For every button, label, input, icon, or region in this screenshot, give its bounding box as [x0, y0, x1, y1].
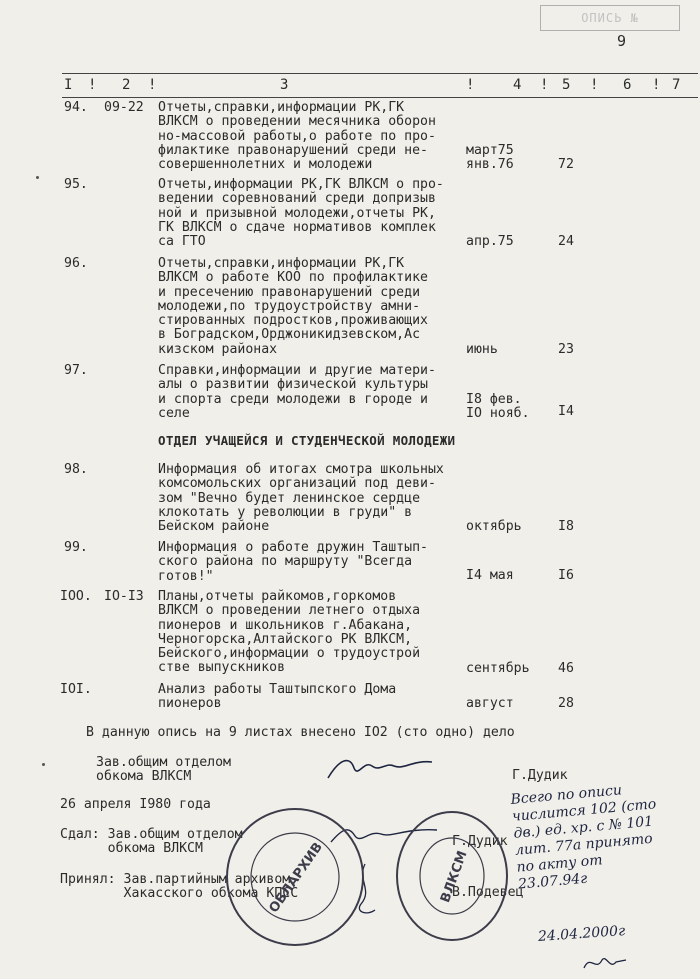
- row-item-count: 23: [558, 342, 574, 357]
- row-description: Информация о работе дружин Таштып- ского района по маршруту "Всегда готов!": [158, 540, 428, 584]
- row-number: 95.: [64, 177, 88, 192]
- row-item-count: I8: [558, 519, 574, 534]
- summary-line: В данную опись на 9 листах внесено IO2 (сто одно) дело: [86, 725, 515, 740]
- col-separator: !: [466, 77, 475, 93]
- col-separator: !: [652, 77, 661, 93]
- row-sheets: 09-22: [104, 100, 144, 115]
- archive-round-stamp: [220, 802, 370, 952]
- row-number: 99.: [64, 540, 88, 555]
- row-description: Информация об итогах смотра школьных комсомольских организаций под деви- зом "Вечно будет ленинское сердце клокотать у революции в груди" в Бейском районе: [158, 462, 444, 535]
- signer-title: Зав.общим отделом обкома ВЛКСМ: [96, 755, 231, 785]
- signer-name: Г.Дудик: [512, 768, 568, 783]
- document-date: 26 апреля I980 года: [60, 797, 211, 812]
- handwritten-date: 24.04.2000г: [537, 922, 626, 946]
- row-date: август: [466, 696, 514, 711]
- row-item-count: 24: [558, 234, 574, 249]
- row-description: Планы,отчеты райкомов,горкомов ВЛКСМ о проведении летнего отдыха пионеров и школьников г.Абакана, Черногорска,Алтайского РК ВЛКСМ, Бейского,информации о трудоустрой стве выпускников: [158, 589, 421, 676]
- col-header-1: I: [64, 77, 73, 93]
- row-description: Отчеты,справки,информации РК,ГК ВЛКСМ о проведении месячника оборон но-массовой работы,о работе по про- филактике правонарушений среди не- совершеннолетних и молодежи: [158, 100, 436, 173]
- svg-text:ОБЛАРХИВ: ОБЛАРХИВ: [266, 839, 326, 916]
- row-number: IOO.: [60, 589, 92, 604]
- row-description: Справки,информации и другие матери- алы о развитии физической культуры и спорта среди молодежи в городе и селе: [158, 363, 436, 421]
- row-description: Отчеты,справки,информации РК,ГК ВЛКСМ о работе КОО по профилактике и пресечению правонарушений среди молодежи,по трудоустройству амни- стированных подростков,проживающих в Боградском,Орджоникидзевском,Ас кизском районах: [158, 256, 428, 357]
- row-item-count: I4: [558, 404, 574, 419]
- col-header-3: 3: [280, 77, 289, 93]
- page-speck: [42, 763, 45, 766]
- row-date: июнь: [466, 342, 498, 357]
- row-date: октябрь: [466, 519, 522, 534]
- handwritten-initials: [580, 950, 630, 976]
- col-separator: !: [540, 77, 549, 93]
- row-item-count: 28: [558, 696, 574, 711]
- row-date: апр.75: [466, 234, 514, 249]
- top-archive-stamp: ОПИСЬ №: [540, 5, 680, 31]
- row-description: Анализ работы Таштыпского Дома пионеров: [158, 682, 397, 712]
- header-top-rule: [62, 73, 698, 74]
- row-number: 97.: [64, 363, 88, 378]
- page-speck: [36, 176, 39, 179]
- col-header-2: 2: [122, 77, 131, 93]
- col-separator: !: [148, 77, 157, 93]
- row-item-count: I6: [558, 568, 574, 583]
- row-description: Отчеты,информации РК,ГК ВЛКСМ о про- ведении соревнований среди допризыв ной и призывной молодежи,отчеты РК, ГК ВЛКСМ о сдаче нормативов комплек са ГТО: [158, 177, 444, 250]
- row-date: I4 мая: [466, 568, 514, 583]
- col-separator: !: [590, 77, 599, 93]
- col-header-7: 7: [672, 77, 681, 93]
- row-date: сентябрь: [466, 661, 530, 676]
- col-header-4: 4: [513, 77, 522, 93]
- row-sheets: IO-I3: [104, 589, 144, 604]
- row-item-count: 46: [558, 661, 574, 676]
- header-bottom-rule: [62, 97, 698, 98]
- signature-dudik: [320, 748, 440, 788]
- col-separator: !: [88, 77, 97, 93]
- received-name: В.Подевец: [452, 885, 524, 900]
- received-line: Принял: Зав.партийным архивом Хакасского обкома КПСС: [60, 872, 299, 902]
- komsomol-round-stamp: [392, 806, 512, 946]
- row-number: 96.: [64, 256, 88, 271]
- page-number: 9: [617, 32, 627, 50]
- row-date: март75 янв.76: [466, 143, 514, 173]
- col-header-5: 5: [562, 77, 571, 93]
- row-date: I8 фев. IO нояб.: [466, 392, 530, 422]
- handed-over-name: Г.Дудик: [452, 834, 508, 849]
- row-number: IOI.: [60, 682, 92, 697]
- row-item-count: 72: [558, 157, 574, 172]
- handed-over-line: Сдал: Зав.общим отделом обкома ВЛКСМ: [60, 827, 243, 857]
- svg-text:ВЛКСМ: ВЛКСМ: [438, 849, 471, 905]
- row-number: 94.: [64, 100, 88, 115]
- handwritten-archive-note: Всего по описи числится 102 (сто дв.) ед. хр. с № 101 лит. 77а принято по акту от 23.07.94г: [510, 782, 657, 893]
- col-header-6: 6: [623, 77, 632, 93]
- section-heading: ОТДЕЛ УЧАЩЕЙСЯ И СТУДЕНЧЕСКОЙ МОЛОДЕЖИ: [158, 433, 456, 448]
- row-number: 98.: [64, 462, 88, 477]
